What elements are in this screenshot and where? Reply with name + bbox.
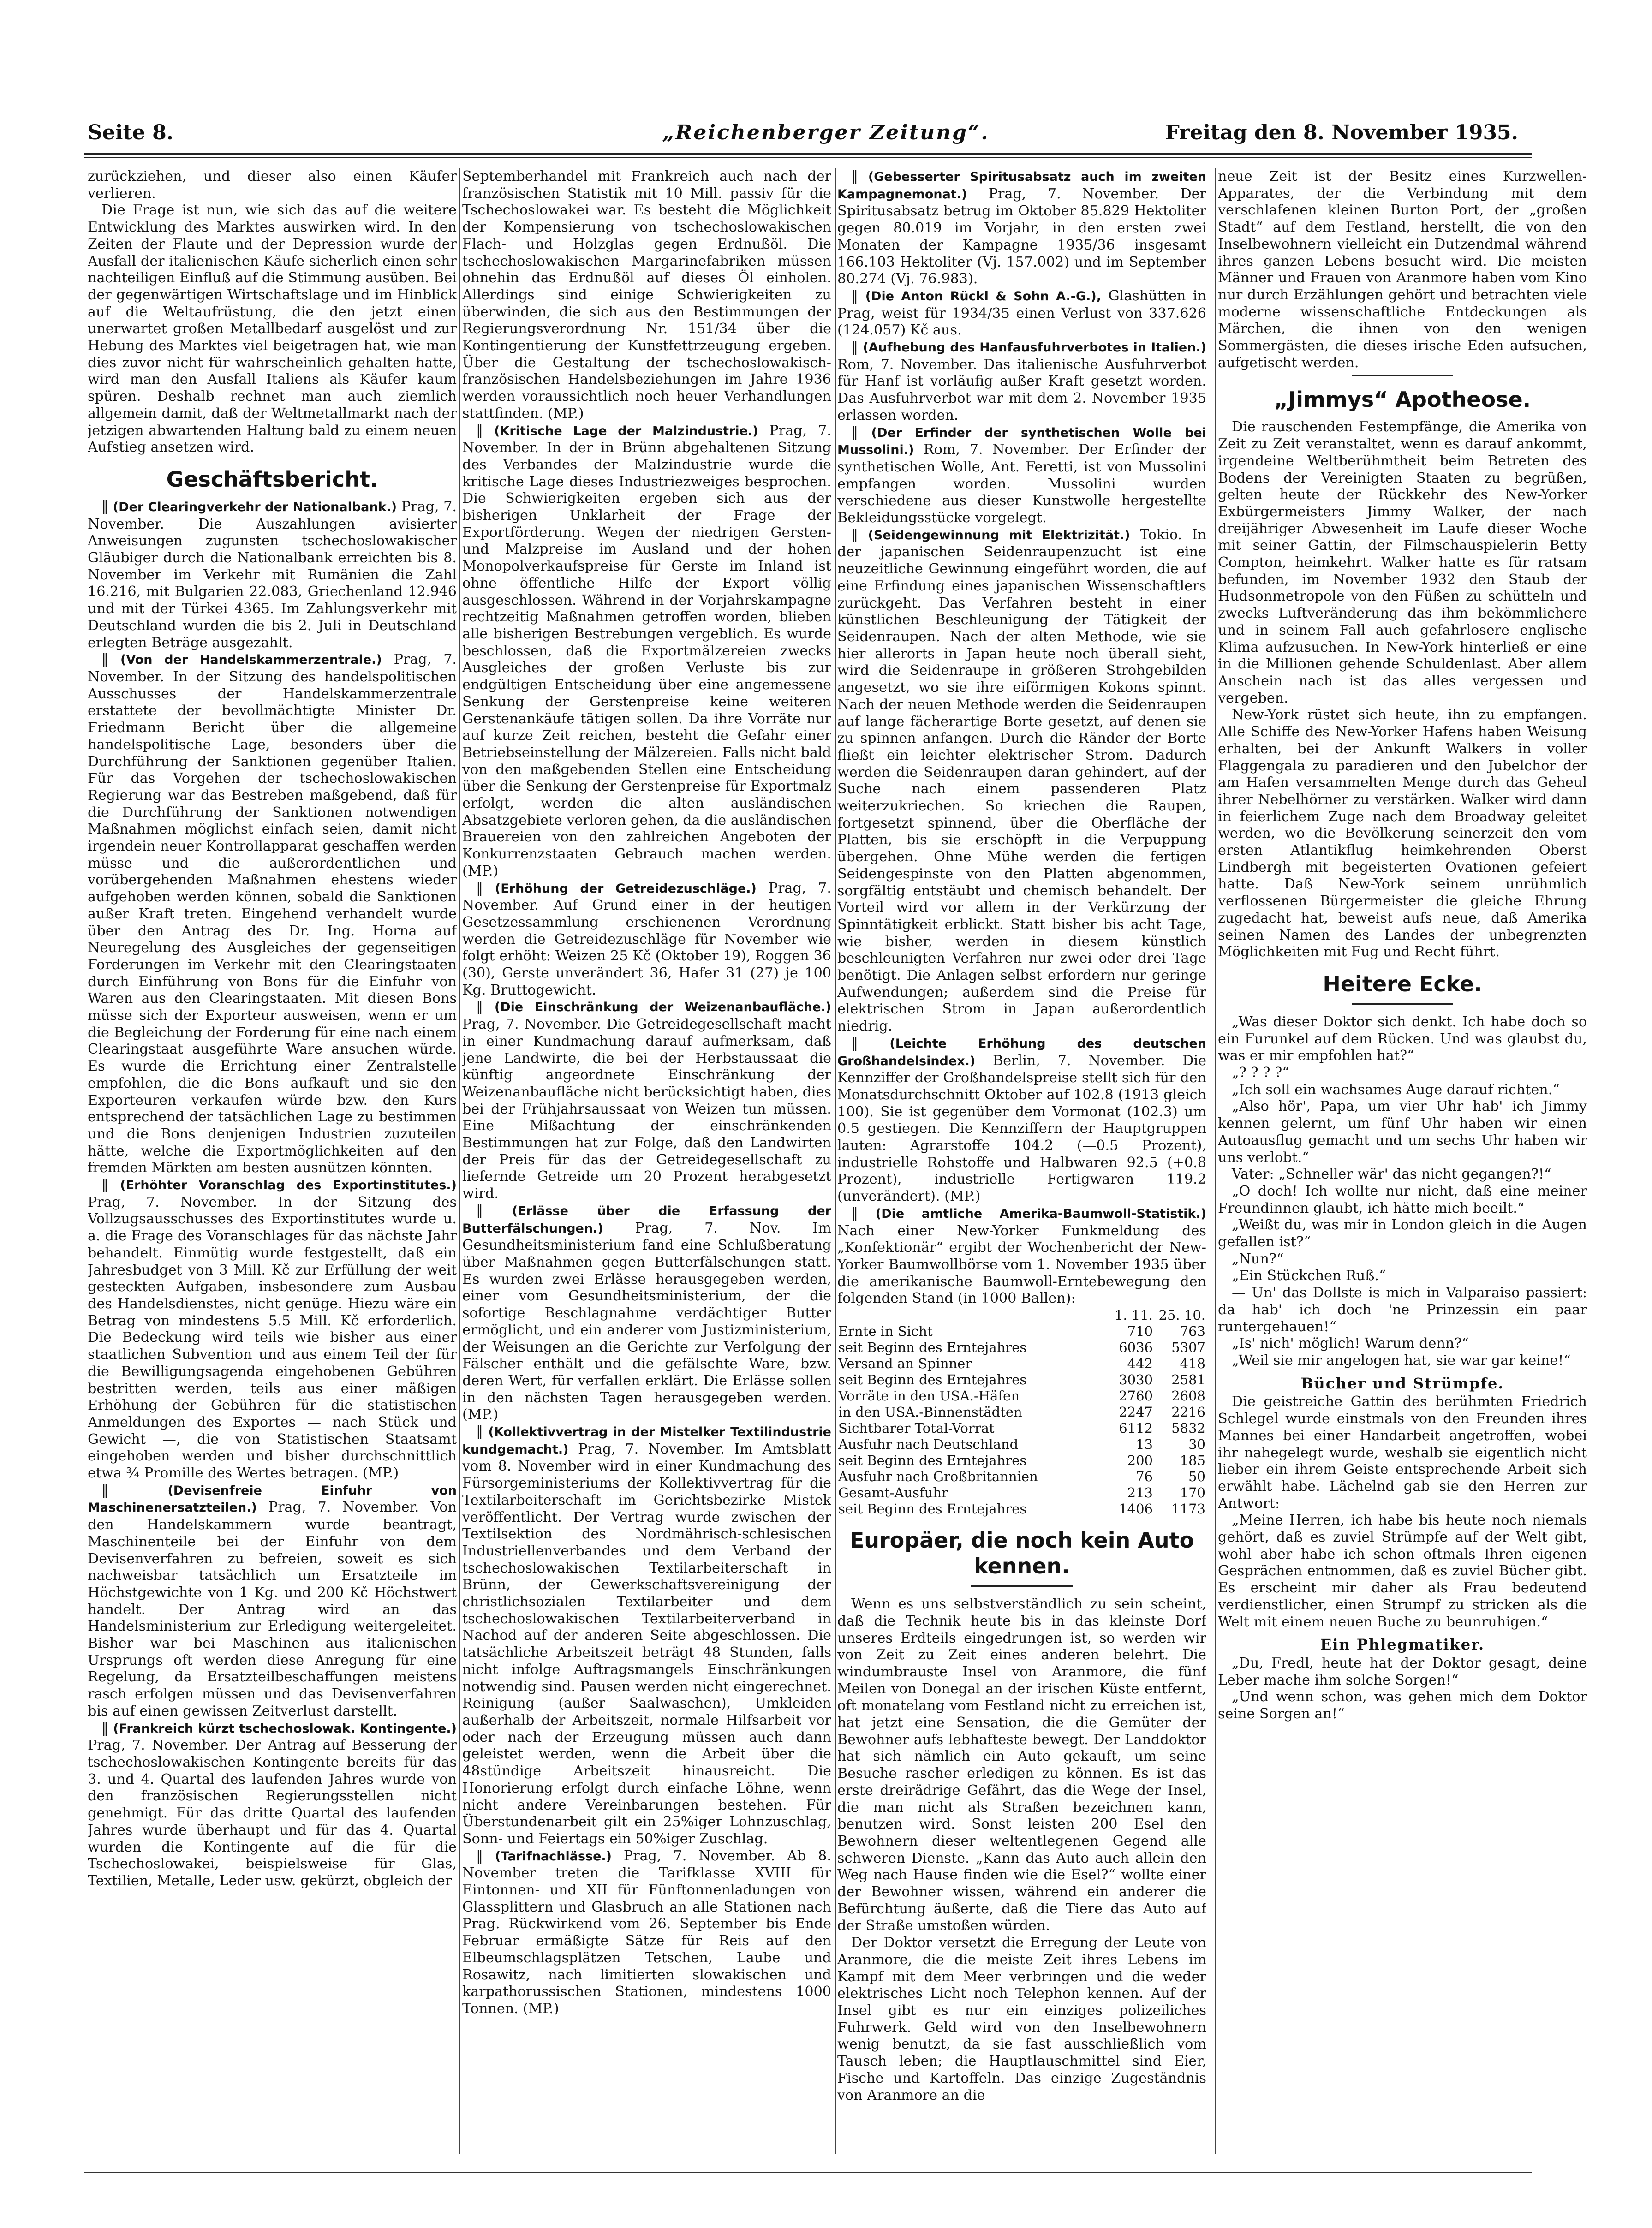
item-text: Prag, 7. November. Die Auszahlungen avisierter Anweisungen zugunsten tschechoslowakischer Gläubiger durch die Nationalbank erreichten bis 8. November im Verkehr mit Rumänien die Zahl 16.216, mit Bulgarien 22.083, Griechenland 12.946 und mit der Türkei 4365. Im Zahlungsverkehr mit Deutschland wurden die bis 2. Juli in Deutschland erlegten Beträge ausgezahlt. <box>88 498 457 651</box>
item-headline: (Devisenfreie Einfuhr von Maschinenersatzteilen.) <box>88 1483 457 1515</box>
paragraph: Die rauschenden Festempfänge, die Amerika von Zeit zu Zeit veranstaltet, wenn es darauf ankommt, irgendeine Weltberühmtheit beim Betreten des Bodens der Vereinigten Staaten zu begrüßen, gelten heute der Rückkehr des New-Yorker Exbürgermeisters Jimmy Walker, der nach dreijähriger Abwesenheit im Laufe dieser Woche mit seiner Gattin, der Filmschauspielerin Betty Compton, heimkehrt. Walker hatte es für ratsam befunden, im November 1932 den Staub der Hudsonmetropole von den Füßen zu schütteln und zwecks Luftveränderung das ihm bekömmlichere und in seinem Fall auch gefahrlosere englische Klima aufzusuchen. In New-York hinterließ er eine in die Millionen gehende Schuldenlast. Aber allem Anschein nach ist das alles vergessen und vergeben. <box>1218 419 1587 706</box>
item-headline: (Von der Handelskammerzentrale.) <box>120 653 382 667</box>
item-text: Prag, 7. November. Auf Grund einer in der heutigen Gesetzessammlung erschienenen Verordnung werden die Getreidezuschläge für November wie folgt erhöht: Weizen 25 Kč (Oktober 19), Roggen 36 (30), Gerste unverändert 36, Hafer 31 (27) je 100 Kg. Bruttogewicht. <box>462 880 831 998</box>
page-number: Seite 8. <box>88 121 174 144</box>
row-value: 5307 <box>1171 1340 1205 1356</box>
table-row <box>837 1388 1206 1404</box>
row-value: 442 <box>1127 1356 1153 1372</box>
row-value: 3030 <box>1119 1372 1153 1388</box>
masthead-title: „Reichenberger Zeitung“. <box>662 121 990 144</box>
issue-date: Freitag den 8. November 1935. <box>1165 121 1518 144</box>
paragraph: New-York rüstet sich heute, ihn zu empfangen. Alle Schiffe des New-Yorker Hafens haben Weisung erhalten, bei der Ankunft Walkers in voller Flaggengala zu paradieren und den Jubelchor der am Hafen versammelten Menge durch das Geheul ihrer Nebelhörner zu verstärken. Walker wird dann in feierlichem Zuge nach dem Broadway geleitet werden, wo die Bevölkerung seinerzeit den vom ersten Atlantikflug heimkehrenden Oberst Lindbergh mit begeisterten Ovationen gefeiert hatte. Daß New-York seinem unrühmlich verflossenen Bürgermeister die gleiche Ehrung zugedacht hat, beweist aufs neue, daß Amerika seinen Namen des Landes der unbegrenzten Möglichkeiten mit Fug und Recht führt. <box>1218 707 1587 960</box>
row-value: 13 <box>1136 1436 1153 1453</box>
column-2 <box>462 168 831 2154</box>
joke-line: Vater: „Schneller wär' das nicht gegangen?!“ <box>1232 1166 1551 1183</box>
row-label: seit Beginn des Erntejahres <box>838 1340 1027 1356</box>
table-body <box>837 1323 1206 1517</box>
paragraph: neue Zeit ist der Besitz eines Kurzwellen-Apparates, der die Verbindung mit dem verschlafenen kleinen Burton Port, der „großen Stadt“ auf dem Festland, herstellt, die von den Inselbewohnern vielleicht ein Dutzendmal während ihres ganzen Lebens besucht wird. Die meisten Männer und Frauen von Aranmore haben vom Kino nur durch Erzählungen gehört und betrachten viele moderne wissenschaftliche Entdeckungen als Märchen, die ihnen von den wenigen Sommergästen, die dieses irische Eden aufsuchen, aufgetischt werden. <box>1218 168 1587 371</box>
table-header-row <box>837 1307 1206 1323</box>
row-value: 50 <box>1188 1469 1205 1485</box>
row-label: Sichtbarer Total-Vorrat <box>838 1420 995 1436</box>
news-item: ‖ (Erhöhter Voranschlag des Exportinstitutes.) Prag, 7. November. In der Sitzung des Vollzugsausschusses des Exportinstitutes wurde u. a. die Frage des Voranschlages für das nächste Jahr behandelt. Einmütig wurde festgestellt, daß ein Jahresbudget von 3 Mill. Kč zur Erfüllung der weit gesteckten Aufgaben, insbesondere zum Ausbau des Handelsdienstes, nicht genüge. Hiezu wäre ein Betrag von mindestens 5.5 Mill. Kč erforderlich. Die Bedeckung wird teils wie bisher aus einer staatlichen Subvention und aus einem Teil der für die Bewilligungsagenda eingehobenen Gebühren bestritten werden, teils aus einer mäßigen Erhöhung der Gebühren für die statistischen Anmeldungen des Exportes — nach Stück und Gewicht —, die von Statistischen Staatsamt eingehoben werden und bisher durchschnittlich etwa ¾ Promille des Wertes betragen. (MP.) <box>88 1177 457 1482</box>
row-value: 763 <box>1180 1323 1205 1340</box>
item-text: Prag, 7. Nov. Im Gesundheitsministerium fand eine Schlußberatung über Maßnahmen gegen Butterfälschungen statt. Es wurden zwei Erlässe herausgegeben werden, einer vom Gesundheitsministerium, der die sofortige Beschlagnahme verdächtiger Butter ermöglicht, und ein anderer vom Justizministerium, der Weisungen an die Gerichte zur Verfolgung der Fälscher enthält und die gefälschte Ware, bzw. deren Wert, für verfallen erklärt. Die Erlässe sollen in den nächsten Tagen herausgegeben werden. (MP.) <box>462 1220 831 1423</box>
item-text: Prag, 7. November. Die Getreidegesellschaft macht in einer Kundmachung darauf aufmerksam, daß jene Landwirte, die bei der Herbstaussaat die künftig angeordnete Einschränkung der Weizenanbaufläche nicht berücksichtigt haben, dies bei der Frühjahrsaussaat von Weizen tun müssen. Eine Mißachtung der einschränkenden Bestimmungen hat zur Folge, daß den Landwirten der Preis für das der Getreidegesellschaft zu liefernde Getreide um 20 Prozent herabgesetzt wird. <box>462 1016 831 1202</box>
item-text: Prag, 7. November. Der Antrag auf Besserung der tschechoslowakischen Kontingente bereits für das 3. und 4. Quartal des laufenden Jahres wurde von den französischen Regierungsstellen nicht genehmigt. Für das dritte Quartal des laufenden Jahres wurde überhaupt und für das 4. Quartal wurden die Kontingente auf die für die Tschechoslowakei, beispielsweise für Glas, Textilien, Metalle, Leder usw. gekürzt, obgleich der <box>88 1737 457 1889</box>
joke-line: „Also hör', Papa, um vier Uhr hab' ich Jimmy kennen gelernt, um fünf Uhr haben wir einen Autoausflug gemacht und um sechs Uhr haben wir uns verlobt.“ <box>1218 1098 1587 1166</box>
row-label: Versand an Spinner <box>838 1356 972 1372</box>
row-value: 30 <box>1188 1436 1205 1453</box>
header-rule <box>84 153 1532 155</box>
joke-line: „Is' nich' möglich! Warum denn?“ <box>1232 1335 1469 1352</box>
row-label: seit Beginn des Erntejahres <box>838 1501 1027 1517</box>
table-row <box>837 1356 1206 1372</box>
item-text: Nach einer New-Yorker Funkmeldung des „Konfektionär“ ergibt der Wochenbericht der New-Yorker Baumwollbörse vom 1. November 1935 über die amerikanische Baumwoll-Erntebewegung den folgenden Stand (in 1000 Ballen): <box>837 1222 1206 1307</box>
item-headline: (Aufhebung des Hanfausfuhrverbotes in Italien.) <box>863 340 1206 355</box>
item-headline: (Erhöhung der Getreidezuschläge.) <box>495 881 757 896</box>
item-text: Prag, 7. November. In der Sitzung des Vollzugsausschusses des Exportinstitutes wurde u. a. die Frage des Voranschlages für das nächste Jahr behandelt. Einmütig wurde festgestellt, daß ein Jahresbudget von 3 Mill. Kč zur Erfüllung der weit gesteckten Aufgaben, insbesondere zum Ausbau des Handelsdienstes, nicht genüge. Hiezu wäre ein Betrag von mindestens 5.5 Mill. Kč erforderlich. Die Bedeckung wird teils wie bisher aus einer staatlichen Subvention und aus einem Teil der für die Bewilligungsagenda eingehobenen Gebühren bestritten werden, teils aus einer mäßigen Erhöhung der Gebühren für die statistischen Anmeldungen des Exportes — nach Stück und Gewicht —, die von Statistischen Staatsamt eingehoben werden und bisher durchschnittlich etwa ¾ Promille des Wertes betragen. (MP.) <box>88 1194 457 1482</box>
joke-line: „Nun?“ <box>1232 1251 1284 1267</box>
item-text: Berlin, 7. November. Die Kennziffer der Großhandelspreise stellt sich für den Monatsdurchschnitt Oktober auf 102.8 (1913 gleich 100). Sie ist gegenüber dem Vormonat (102.3) um 0.5 gestiegen. Die Kennziffern der Hauptgruppen lauten: Agrarstoffe 104.2 (—0.5 Prozent), industrielle Rohstoffe und Halbwaren 92.5 (+0.8 Prozent), industrielle Fertigwaren 119.2 (unverändert). (MP.) <box>837 1052 1206 1205</box>
news-item: ‖ (Aufhebung des Hanfausfuhrverbotes in Italien.) Rom, 7. November. Das italienische Ausfuhrverbot für Hanf ist vorläufig außer Kraft gesetzt worden. Das Ausfuhrverbot war mit dem 2. November 1935 erlassen worden. <box>837 339 1206 423</box>
item-headline: (Frankreich kürzt tschechoslowak. Kontingente.) <box>113 1721 457 1736</box>
column-divider <box>459 168 460 2154</box>
item-text: Tokio. In der japanischen Seidenraupenzucht ist eine neuzeitliche Gewinnung eingeführt worden, die auf eine Erfindung eines japanischen Wissenschaftlers zurückgeht. Das Verfahren besteht in einer künstlichen Beschleunigung der Tätigkeit der Seidenraupen. Nach der alten Methode, wie sie hier allerorts in Japan heute noch überall sieht, wird die Seidenraupe in größeren Strohgebilden angesetzt, wo sie ihre eiförmigen Kokons spinnt. Nach der neuen Methode werden die Seidenraupen auf lange fächerartige Borte gesetzt, auf denen sie zu spinnen anfangen. Durch die Ränder der Borte fließt ein leichter elektrischer Strom. Dadurch werden die Seidenraupen daran gehindert, auf der Suche nach einem passenderen Platz weiterzukriechen. So kriechen die Raupen, fortgesetzt spinnend, über die Oberfläche der Platten, bis sie erschöpft in die Verpuppung übergehen. Ohne Mühe werden die fertigen Seidengespinste von den Platten abgenommen, sorgfältig entstäubt und chemisch behandelt. Der Vorteil wird vor allem in der Verkürzung der Spinntätigkeit erblickt. Statt bisher bis acht Tage, wie bisher, werden in diesem künstlich beschleunigten Verfahren nur zwei oder drei Tage benötigt. Die Anlagen selbst erfordern nur geringe Aufwendungen; außerdem sind die Preise für elektrischen Strom in Japan außerordentlich niedrig. <box>837 526 1206 1035</box>
table-row <box>837 1420 1206 1436</box>
item-headline: (Die Anton Rückl & Sohn A.-G.), <box>865 289 1101 304</box>
item-text: Prag, 7. November. Von den Handelskammern wurde beantragt, Maschinenteile bei der Einfuhr von dem Devisenverfahren zu befreien, soweit es sich nachweisbar tatsächlich um Ersatzteile im Höchstgewichte von 1 Kg. und 200 Kč Höchstwert handelt. Der Antrag wird an das Handelsministerium zur Erledigung weitergeleitet. Bisher war bei Maschinen aus italienischen Ursprungs oft werden diese Anregung für eine Regelung, da Ersatzteilbeschaffungen meistens rasch erfolgen müssen und das Devisenverfahren bis auf einen gewissen Zeitverlust darstellt. <box>88 1499 457 1719</box>
news-item: ‖ (Kritische Lage der Malzindustrie.) Prag, 7. November. In der in Brünn abgehaltenen Sitzung des Verbandes der Malzindustrie wurde die kritische Lage dieses Industriezweiges besprochen. Die Schwierigkeiten ergeben sich aus der bisherigen Unklarheit der Frage der Exportförderung. Wegen der niedrigen Gersten- und Malzpreise im Ausland und der hohen Monopolverkaufspreise für Gerste im Inland ist ohne öffentliche Hilfe der Export völlig ausgeschlossen. Während in der Vorjahrskampagne rechtzeitig Maßnahmen getroffen worden, blieben alle bisherigen Bestrebungen vergeblich. Es wurde beschlossen, daß die Exportmälzereien zwecks Ausgleiches der großen Verluste bis zur endgültigen Entscheidung über eine angemessene Senkung der Gerstenpreise keine weiteren Gerstenankäufe tätigen sollen. Da ihre Vorräte nur auf kurze Zeit reichen, besteht die Gefahr einer Betriebseinstellung der Mälzereien. Falls nicht bald von den maßgebenden Stellen eine Entscheidung über die Senkung der Gerstenpreise für Exportmalz erfolgt, werden die alten ausländischen Absatzgebiete verloren gehen, da die ausländischen Brauereien von den zahlreichen Angeboten der Konkurrenzstaaten Gebrauch machen werden. (MP.) <box>462 422 831 879</box>
item-text: Rom, 7. November. Der Erfinder der synthetischen Wolle, Ant. Feretti, ist von Mussolini empfangen worden. Mussolini wurden verschiedene aus dieser Kunstwolle hergestellte Bekleidungsstücke vorgelegt. <box>837 441 1206 526</box>
paragraph: Die Frage ist nun, wie sich das auf die weitere Entwicklung des Marktes auswirken wird. In den Zeiten der Flaute und der Depression wurde der Ausfall der italienischen Käufe sicherlich einen sehr nachteiligen Einfluß auf die Stimmung ausüben. Bei der gegenwärtigen Wirtschaftslage und im Hinblick auf die Weltaufrüstung, die den jetzt einen unerwartet großen Metallbedarf ausgelöst und zur Hebung des Marktes viel beigetragen hat, wie man dies zuvor nicht für wahrscheinlich gehalten hatte, wird man den Ausfall Italiens als Käufer kaum spüren. Deshalb rechnet man auch ziemlich allgemein damit, daß der Weltmetallmarkt nach der jetzigen abwartenden Haltung bald zu einem neuen Aufstieg ansetzen wird. <box>88 202 457 456</box>
section-heading: Heitere Ecke. <box>1323 971 1482 996</box>
news-item: ‖ (Erhöhung der Getreidezuschläge.) Prag, 7. November. Auf Grund einer in der heutigen Gesetzessammlung erschienenen Verordnung werden die Getreidezuschläge für November wie folgt erhöht: Weizen 25 Kč (Oktober 19), Roggen 36 (30), Gerste unverändert 36, Hafer 31 (27) je 100 Kg. Bruttogewicht. <box>462 880 831 998</box>
news-item: ‖ (Der Clearingverkehr der Nationalbank.) Prag, 7. November. Die Auszahlungen avisierter Anweisungen zugunsten tschechoslowakischer Gläubiger durch die Nationalbank erreichten bis 8. November im Verkehr mit Rumänien die Zahl 16.216, mit Bulgarien 22.083, Griechenland 12.946 und mit der Türkei 4365. Im Zahlungsverkehr mit Deutschland wurden die bis 2. Juli in Deutschland erlegten Beträge ausgezahlt. <box>88 498 457 651</box>
row-value: 2247 <box>1119 1404 1153 1420</box>
joke-line: Die geistreiche Gattin des berühmten Friedrich Schlegel wurde einstmals von den Freunden ihres Mannes bei einer Handarbeit angetroffen, wobei ihr nahegelegt wurde, weshalb sie eigentlich nicht lieber ein ihrem Geiste entsprechende Arbeit sich erwählt habe. Lächelnd gab sie den Herren zur Antwort: <box>1218 1394 1587 1512</box>
row-label: Ernte in Sicht <box>838 1323 933 1340</box>
article-heading: Europäer, die noch kein Auto kennen. <box>849 1528 1194 1579</box>
joke-line: „Ein Stückchen Ruß.“ <box>1232 1268 1386 1284</box>
heading-rule <box>1352 375 1453 376</box>
heading-rule <box>1352 1003 1453 1005</box>
joke-line: „Ich soll ein wachsames Auge darauf richten.“ <box>1232 1081 1560 1098</box>
paragraph: Septemberhandel mit Frankreich auch nach der französischen Statistik mit 10 Mill. passiv für die Tschechoslowakei war. Es besteht die Möglichkeit der Kompensierung von tschechoslowakischen Flach- und Holzglas gegen Erdnußöl. Die tschechoslowakischen Margarinefabriken müssen ohnehin das Erdnußöl auf dieses Öl einholen. Allerdings sind einige Schwierigkeiten zu überwinden, die sich aus den Bestimmungen der Regierungsverordnung Nr. 151/34 über die Kontingentierung der Kunstfettrzeugung ergeben. Über die Gestaltung der tschechoslowakisch-französischen Handelsbeziehungen im Jahre 1936 werden voraussichtlich noch heuer Verhandlungen stattfinden. (MP.) <box>462 168 831 422</box>
row-value: 6036 <box>1119 1340 1153 1356</box>
news-item: ‖ (Gebesserter Spiritusabsatz auch im zweiten Kampagnemonat.) Prag, 7. November. Der Spiritusabsatz betrug im Oktober 85.829 Hektoliter gegen 80.019 im Vorjahr, in den ersten zwei Monaten der Kampagne 1935/36 insgesamt 166.103 Hektoliter (Vj. 157.002) und im September 80.274 (Vj. 76.983). <box>837 168 1206 287</box>
joke-subheading: Bücher und Strümpfe. <box>1300 1374 1504 1392</box>
table-row <box>837 1453 1206 1469</box>
item-headline: (Erlässe über die Erfassung der Butterfälschungen.) <box>462 1203 831 1236</box>
item-headline: (Der Clearingverkehr der Nationalbank.) <box>113 500 397 514</box>
joke-line: „Und wenn schon, was gehen mich dem Doktor seine Sorgen an!“ <box>1218 1689 1587 1722</box>
item-text: Rom, 7. November. Das italienische Ausfuhrverbot für Hanf ist vorläufig außer Kraft gesetzt worden. Das Ausfuhrverbot war mit dem 2. November 1935 erlassen worden. <box>837 356 1206 423</box>
row-value: 170 <box>1180 1485 1205 1501</box>
row-label: Vorräte in den USA.-Häfen <box>838 1388 1020 1404</box>
news-item: ‖ (Die amtliche Amerika-Baumwoll-Statistik.) Nach einer New-Yorker Funkmeldung des „Konfektionär“ ergibt der Wochenbericht der New-Yorker Baumwollbörse vom 1. November 1935 über die amerikanische Baumwoll-Erntebewegung den folgenden Stand (in 1000 Ballen): <box>837 1205 1206 1307</box>
item-text: Prag, 7. November. Im Amtsblatt vom 8. November wird in einer Kundmachung des Fürsorgeministeriums der Kollektivvertrag für die Textilarbeiterschaft im Gerichtsbezirke Mistek veröffentlicht. Der Vertrag wurde zwischen der Textilsektion des Nordmährisch-schlesischen Industriellenverbandes und dem Verband der tschechoslowakischen Textilarbeiterschaft in Brünn, der Gewerkschaftsvereinigung der christlichsozialen Textilarbeiter und dem tschechoslowakischen Textilarbeiterverband in Nachod auf der anderen Seite abgeschlossen. Die tatsächliche Arbeitszeit beträgt 48 Stunden, falls nicht infolge Auftragsmangels Einschränkungen notwendig sind. Pausen werden nicht eingerechnet. Reinigung (außer Saalwaschen), Umkleiden außerhalb der Arbeitszeit, normale Hilfsarbeit vor oder nach der Erzeugung müssen auch dann geleistet werden, wenn die Arbeit über die 48stündige Arbeitszeit hinausreicht. Die Honorierung erfolgt durch einfache Löhne, wenn nicht andere Vereinbarungen bestehen. Für Überstundenarbeit gilt ein 25%iger Lohnzuschlag, Sonn- und Feiertags ein 50%iger Zuschlag. <box>462 1441 831 1847</box>
joke-line: „Weißt du, was mir in London gleich in die Augen gefallen ist?“ <box>1218 1217 1587 1251</box>
joke-line: „Du, Fredl, heute hat der Doktor gesagt, deine Leber mache ihm solche Sorgen!“ <box>1218 1655 1587 1688</box>
column-4 <box>1218 168 1587 2154</box>
news-item: ‖ (Die Anton Rückl & Sohn A.-G.), Glashütten in Prag, weist für 1934/35 einen Verlust von 337.626 (124.057) Kč aus. <box>837 287 1206 339</box>
column-header: 1. 11. <box>1114 1307 1153 1323</box>
table-row <box>837 1404 1206 1420</box>
table-row <box>837 1501 1206 1517</box>
table-row <box>837 1372 1206 1388</box>
row-value: 2216 <box>1171 1404 1205 1420</box>
row-label: Ausfuhr nach Großbritannien <box>838 1469 1038 1485</box>
column-1 <box>88 168 457 2154</box>
news-item: ‖ (Seidengewinnung mit Elektrizität.) Tokio. In der japanischen Seidenraupenzucht ist eine neuzeitliche Gewinnung eingeführt worden, die auf eine Erfindung eines japanischen Wissenschaftlers zurückgeht. Das Verfahren besteht in einer künstlichen Beschleunigung der Tätigkeit der Seidenraupen. Nach der alten Methode, wie sie hier allerorts in Japan heute noch überall sieht, wird die Seidenraupe in größeren Strohgebilden angesetzt, wo sie ihre eiförmigen Kokons spinnt. Nach der neuen Methode werden die Seidenraupen auf lange fächerartige Borte gesetzt, auf denen sie zu spinnen anfangen. Durch die Ränder der Borte fließt ein leichter elektrischer Strom. Dadurch werden die Seidenraupen daran gehindert, auf der Suche nach einem passenderen Platz weiterzukriechen. So kriechen die Raupen, fortgesetzt spinnend, über die Oberfläche der Platten, bis sie erschöpft in die Verpuppung übergehen. Ohne Mühe werden die fertigen Seidengespinste von den Platten abgenommen, sorgfältig entstäubt und chemisch behandelt. Der Vorteil wird vor allem in der Verkürzung der Spinntätigkeit erblickt. Statt bisher bis acht Tage, wie bisher, werden in diesem künstlich beschleunigten Verfahren nur zwei oder drei Tage benötigt. Die Anlagen selbst erfordern nur geringe Aufwendungen; außerdem sind die Preise für elektrischen Strom in Japan außerordentlich niedrig. <box>837 526 1206 1035</box>
row-value: 200 <box>1127 1453 1153 1469</box>
item-headline: (Die amtliche Amerika-Baumwoll-Statistik.) <box>875 1206 1206 1221</box>
item-headline: (Erhöhter Voranschlag des Exportinstitutes.) <box>120 1178 457 1193</box>
joke-line: „O doch! Ich wollte nur nicht, daß eine meiner Freundinnen glaubt, ich hätte mich beeilt.“ <box>1218 1183 1587 1216</box>
column-header: 25. 10. <box>1158 1307 1205 1323</box>
news-item: ‖ (Der Erfinder der synthetischen Wolle bei Mussolini.) Rom, 7. November. Der Erfinder der synthetischen Wolle, Ant. Feretti, ist von Mussolini empfangen worden. Mussolini wurden verschiedene aus dieser Kunstwolle hergestellte Bekleidungsstücke vorgelegt. <box>837 424 1206 526</box>
news-item: ‖ (Devisenfreie Einfuhr von Maschinenersatzteilen.) Prag, 7. November. Von den Handelskammern wurde beantragt, Maschinenteile bei der Einfuhr von dem Devisenverfahren zu befreien, soweit es sich nachweisbar tatsächlich um Ersatzteile im Höchstgewichte von 1 Kg. und 200 Kč Höchstwert handelt. Der Antrag wird an das Handelsministerium zur Erledigung weitergeleitet. Bisher war bei Maschinen aus italienischen Ursprungs oft werden diese Anregung für eine Regelung, da Ersatzteilbeschaffungen meistens rasch erfolgen müssen und das Devisenverfahren bis auf einen gewissen Zeitverlust darstellt. <box>88 1482 457 1719</box>
row-value: 2760 <box>1119 1388 1153 1404</box>
paragraph: Der Doktor versetzt die Erregung der Leute von Aranmore, die die meiste Zeit ihres Lebens im Kampf mit dem Meer verbringen und die weder elektrisches Licht noch Telephon kennen. Auf der Insel gibt es nur ein einziges polizeiliches Fuhrwerk. Geld wird von den Inselbewohnern wenig benutzt, da sie fast ausschließlich vom Tausch leben; die Hauptlauschmittel sind Eier, Fische und Kartoffeln. Das einzige Zugeständnis von Aranmore an die <box>837 1935 1206 2103</box>
row-value: 185 <box>1180 1453 1205 1469</box>
item-headline: (Tarifnachlässe.) <box>495 1849 612 1864</box>
row-label: Ausfuhr nach Deutschland <box>838 1436 1019 1453</box>
header-rule-thin <box>84 157 1532 158</box>
news-item: ‖ (Von der Handelskammerzentrale.) Prag, 7. November. In der Sitzung des handelspolitischen Ausschusses der Handelskammerzentrale erstattete der bevollmächtigte Minister Dr. Friedmann Bericht über die allgemeine handelspolitische Lage, besonders über die Durchführung der Sanktionen gegenüber Italien. Für das Vorgehen der tschechoslowakischen Regierung war das Bestreben maßgebend, daß für die Durchführung der Sanktionen notwendigen Maßnahmen möglichst einfach seien, damit nicht irgendein neuer Kontrollapparat geschaffen werden müsse und die außerordentlichen und vorübergehenden Maßnahmen ehestens wieder aufgehoben werden können, sobald die Sanktionen außer Kraft treten. Eingehend verhandelt wurde über den Antrag des Dr. Ing. Horna auf Neuregelung des Ausgleiches der gegenseitigen Forderungen im Verkehr mit den Clearingstaaten durch Einführung von Bons für die Einfuhr von Waren aus den Clearingstaaten. Mit diesen Bons müsse sich der Exporteur ausweisen, wenn er um die Begleichung der Forderung für eine nach einem Clearingstaat ausgeführte Ware ansuchen würde. Es wurde die Errichtung einer Zentralstelle empfohlen, die die Bons aufkauft und sie den Exporteuren verkaufen würde bzw. den Kurs entsprechend der tatsächlichen Lage zu bestimmen und die Bons denjenigen Industrien zuzuteilen hätte, welche die Exportmöglichkeiten auf den fremden Märkten am besten ausnützen könnten. <box>88 651 457 1176</box>
table-row <box>837 1469 1206 1485</box>
item-headline: (Kollektivvertrag in der Mistelker Textilindustrie kundgemacht.) <box>462 1425 831 1457</box>
news-item: ‖ (Tarifnachlässe.) Prag, 7. November. Ab 8. November treten die Tarifklasse XVIII für Eintonnen- und XII für Fünftonnenladungen von Glassplittern und Glasbruch an alle Stationen nach Prag. Rückwirkend vom 26. September bis Ende Februar ermäßigte Sätze für Reis auf den Elbeumschlagsplätzen Tetschen, Laube und Rosawitz, nach limitierten slowakischen und karpathorussischen Stationen, mindestens 1000 Tonnen. (MP.) <box>462 1847 831 2017</box>
table-row <box>837 1485 1206 1501</box>
row-label: Gesamt-Ausfuhr <box>838 1485 948 1501</box>
paragraph: Wenn es uns selbstverständlich zu sein scheint, daß die Technik heute bis in das kleinste Dorf unseres Erdteils eingedrungen ist, so werden wir von Zeit zu Zeit eines anderen belehrt. Die windumbrauste Insel von Aranmore, die fünf Meilen von Donegal an der irischen Küste entfernt, oft monatelang vom Festland nicht zu erreichen ist, hat jetzt eine Sensation, die die Gemüter der Bewohner aufs lebhafteste bewegt. Der Landdoktor hat sich nämlich ein Auto gekauft, um seine Besuche rascher erledigen zu können. Es ist das erste dreirädrige Gefährt, das die Wege der Insel, die man nicht als Straßen bezeichnen kann, benutzen wird. Sonst leisten 200 Esel den Bewohnern dieser weltentlegenen Gegend alle schweren Dienste. „Kann das Auto auch allein den Weg nach Hause finden wie die Esel?“ wollte einer der Bewohner wissen, während ein anderer die Befürchtung äußerte, daß die Tiere das Auto auf der Straße umstoßen würden. <box>837 1596 1206 1934</box>
footer-rule <box>84 2172 1532 2173</box>
row-label: seit Beginn des Erntejahres <box>838 1453 1027 1469</box>
item-headline: (Gebesserter Spiritusabsatz auch im zweiten Kampagnemonat.) <box>837 170 1206 202</box>
news-item: ‖ (Kollektivvertrag in der Mistelker Textilindustrie kundgemacht.) Prag, 7. November. Im Amtsblatt vom 8. November wird in einer Kundmachung des Fürsorgeministeriums der Kollektivvertrag für die Textilarbeiterschaft im Gerichtsbezirke Mistek veröffentlicht. Der Vertrag wurde zwischen der Textilsektion des Nordmährisch-schlesischen Industriellenverbandes und dem Verband der tschechoslowakischen Textilarbeiterschaft in Brünn, der Gewerkschaftsvereinigung der christlichsozialen Textilarbeiter und dem tschechoslowakischen Textilarbeiterverband in Nachod auf der anderen Seite abgeschlossen. Die tatsächliche Arbeitszeit beträgt 48 Stunden, falls nicht infolge Auftragsmangels Einschränkungen notwendig sind. Pausen werden nicht eingerechnet. Reinigung (außer Saalwaschen), Umkleiden außerhalb der Arbeitszeit, normale Hilfsarbeit vor oder nach der Erzeugung müssen auch dann geleistet werden, wenn die Arbeit über die 48stündige Arbeitszeit hinausreicht. Die Honorierung erfolgt durch einfache Löhne, wenn nicht andere Vereinbarungen bestehen. Für Überstundenarbeit gilt ein 25%iger Lohnzuschlag, Sonn- und Feiertags ein 50%iger Zuschlag. <box>462 1424 831 1847</box>
item-text: Prag, 7. November. Der Spiritusabsatz betrug im Oktober 85.829 Hektoliter gegen 80.019 im Vorjahr, in den ersten zwei Monaten der Kampagne 1935/36 insgesamt 166.103 Hektoliter (Vj. 157.002) und im September 80.274 (Vj. 76.983). <box>837 185 1206 287</box>
column-divider <box>835 168 836 2154</box>
joke-line: „Meine Herren, ich habe bis heute noch niemals gehört, daß es zuviel Strümpfe auf der Welt gibt, wohl aber habe ich schon oftmals Ihren eigenen Gesprächen entnommen, daß es zuviel Bücher gibt. Es erscheint mir daher als Frau bedeutend verdienstlicher, einen Strumpf zu stricken als die Welt mit einem neuen Buche zu beunruhigen.“ <box>1218 1512 1587 1630</box>
row-value: 76 <box>1136 1469 1153 1485</box>
news-item: ‖ (Frankreich kürzt tschechoslowak. Kontingente.) Prag, 7. November. Der Antrag auf Besserung der tschechoslowakischen Kontingente bereits für das 3. und 4. Quartal des laufenden Jahres wurde von den französischen Regierungsstellen nicht genehmigt. Für das dritte Quartal des laufenden Jahres wurde überhaupt und für das 4. Quartal wurden die Kontingente auf die für die Tschechoslowakei, beispielsweise für Glas, Textilien, Metalle, Leder usw. gekürzt, obgleich der <box>88 1720 457 1889</box>
column-3 <box>837 168 1206 2154</box>
section-heading: Geschäftsbericht. <box>166 466 378 492</box>
item-text: Prag, 7. November. In der Sitzung des handelspolitischen Ausschusses der Handelskammerzentrale erstattete der bevollmächtigte Minister Dr. Friedmann Bericht über die allgemeine handelspolitische Lage, besonders über die Durchführung der Sanktionen gegenüber Italien. Für das Vorgehen der tschechoslowakischen Regierung war das Bestreben maßgebend, daß für die Durchführung der Sanktionen notwendigen Maßnahmen möglichst einfach seien, damit nicht irgendein neuer Kontrollapparat geschaffen werden müsse und die außerordentlichen und vorübergehenden Maßnahmen ehestens wieder aufgehoben werden können, sobald die Sanktionen außer Kraft treten. Eingehend verhandelt wurde über den Antrag des Dr. Ing. Horna auf Neuregelung des Ausgleiches der gegenseitigen Forderungen im Verkehr mit den Clearingstaaten durch Einführung von Bons für die Einfuhr von Waren aus den Clearingstaaten. Mit diesen Bons müsse sich der Exporteur ausweisen, wenn er um die Begleichung der Forderung für eine nach einem Clearingstaat ausgeführte Ware ansuchen würde. Es wurde die Errichtung einer Zentralstelle empfohlen, die die Bons aufkauft und sie den Exporteuren verkaufen würde bzw. den Kurs entsprechend der tatsächlichen Lage zu bestimmen und die Bons denjenigen Industrien zuzuteilen hätte, welche die Exportmöglichkeiten auf den fremden Märkten am besten ausnützen könnten. <box>88 651 457 1176</box>
news-item: ‖ (Erlässe über die Erfassung der Butterfälschungen.) Prag, 7. Nov. Im Gesundheitsministerium fand eine Schlußberatung über Maßnahmen gegen Butterfälschungen statt. Es wurden zwei Erlässe herausgegeben werden, einer vom Gesundheitsministerium, der die sofortige Beschlagnahme verdächtiger Butter ermöglicht, und ein anderer vom Justizministerium, der Weisungen an die Gerichte zur Verfolgung der Fälscher enthält und die gefälschte Ware, bzw. deren Wert, für verfallen erklärt. Die Erlässe sollen in den nächsten Tagen herausgegeben werden. (MP.) <box>462 1202 831 1423</box>
row-value: 1173 <box>1171 1501 1205 1517</box>
joke-line: „? ? ? ?“ <box>1232 1065 1289 1081</box>
row-value: 1406 <box>1119 1501 1153 1517</box>
article-heading: „Jimmys“ Apotheose. <box>1274 387 1531 412</box>
row-value: 5832 <box>1171 1420 1205 1436</box>
row-value: 2581 <box>1171 1372 1205 1388</box>
row-value: 710 <box>1127 1323 1153 1340</box>
row-label: in den USA.-Binnenstädten <box>838 1404 1022 1420</box>
joke-line: „Weil sie mir angelogen hat, sie war gar keine!“ <box>1232 1352 1571 1369</box>
joke-subheading: Ein Phlegmatiker. <box>1320 1636 1485 1654</box>
row-label: seit Beginn des Erntejahres <box>838 1372 1027 1388</box>
item-headline: (Leichte Erhöhung des deutschen Großhandelsindex.) <box>837 1036 1206 1068</box>
joke-line: — Un' das Dollste is mich in Valparaiso passiert: da hab' ich doch 'ne Prinzessin ein paar runtergehauen!“ <box>1218 1285 1587 1335</box>
item-headline: (Kritische Lage der Malzindustrie.) <box>494 423 758 438</box>
row-value: 213 <box>1127 1485 1153 1501</box>
table-row <box>837 1340 1206 1356</box>
item-text: Glashütten in Prag, weist für 1934/35 einen Verlust von 337.626 (124.057) Kč aus. <box>837 287 1206 339</box>
item-text: Prag, 7. November. Ab 8. November treten die Tarifklasse XVIII für Eintonnen- und XII für Fünftonnenladungen von Glassplittern und Glasbruch an alle Stationen nach Prag. Rückwirkend vom 26. September bis Ende Februar ermäßigte Sätze für Reis auf den Elbeumschlagsplätzen Tetschen, Laube und Rosawitz, nach limitierten slowakischen und karpathorussischen Stationen, mindestens 1000 Tonnen. (MP.) <box>462 1847 831 2017</box>
table-row <box>837 1436 1206 1453</box>
item-headline: (Seidengewinnung mit Elektrizität.) <box>868 528 1130 542</box>
heading-rule <box>971 1585 1073 1587</box>
row-value: 6112 <box>1119 1420 1153 1436</box>
news-item: ‖ (Die Einschränkung der Weizenanbaufläche.) Prag, 7. November. Die Getreidegesellschaft macht in einer Kundmachung darauf aufmerksam, daß jene Landwirte, die bei der Herbstaussaat die künftig angeordnete Einschränkung der Weizenanbaufläche nicht berücksichtigt haben, dies bei der Frühjahrsaussaat von Weizen tun müssen. Eine Mißachtung der einschränkenden Bestimmungen hat zur Folge, daß den Landwirten der Preis für das der Getreidegesellschaft zu liefernde Getreide um 20 Prozent herabgesetzt wird. <box>462 999 831 1202</box>
column-divider <box>1215 168 1216 2154</box>
row-value: 418 <box>1180 1356 1205 1372</box>
news-item: ‖ (Leichte Erhöhung des deutschen Großhandelsindex.) Berlin, 7. November. Die Kennziffer der Großhandelspreise stellt sich für den Monatsdurchschnitt Oktober auf 102.8 (1913 gleich 100). Sie ist gegenüber dem Vormonat (102.3) um 0.5 gestiegen. Die Kennziffern der Hauptgruppen lauten: Agrarstoffe 104.2 (—0.5 Prozent), industrielle Rohstoffe und Halbwaren 92.5 (+0.8 Prozent), industrielle Fertigwaren 119.2 (unverändert). (MP.) <box>837 1035 1206 1205</box>
joke-line: „Was dieser Doktor sich denkt. Ich habe doch so ein Furunkel auf dem Rücken. Und was glaubst du, was er mir empfohlen hat?“ <box>1218 1013 1587 1064</box>
table-row <box>837 1323 1206 1340</box>
paragraph: zurückziehen, und dieser also einen Käufer verlieren. <box>88 168 457 202</box>
item-headline: (Der Erfinder der synthetischen Wolle bei Mussolini.) <box>837 425 1206 458</box>
row-value: 2608 <box>1171 1388 1205 1404</box>
item-headline: (Die Einschränkung der Weizenanbaufläche.) <box>494 1000 831 1015</box>
item-text: Prag, 7. November. In der in Brünn abgehaltenen Sitzung des Verbandes der Malzindustrie wurde die kritische Lage dieses Industriezweiges besprochen. Die Schwierigkeiten ergeben sich aus der bisherigen Unklarheit der Frage der Exportförderung. Wegen der niedrigen Gersten- und Malzpreise im Ausland und der hohen Monopolverkaufspreise für Gerste im Inland ist ohne öffentliche Hilfe der Export völlig ausgeschlossen. Während in der Vorjahrskampagne rechtzeitig Maßnahmen getroffen worden, blieben alle bisherigen Bestrebungen vergeblich. Es wurde beschlossen, daß die Exportmälzereien zwecks Ausgleiches der großen Verluste bis zur endgültigen Entscheidung über eine angemessene Senkung der Gerstenpreise keine weiteren Gerstenankäufe tätigen sollen. Da ihre Vorräte nur auf kurze Zeit reichen, besteht die Gefahr einer Betriebseinstellung der Mälzereien. Falls nicht bald von den maßgebenden Stellen eine Entscheidung über die Senkung der Gerstenpreise für Exportmalz erfolgt, werden die alten ausländischen Absatzgebiete verloren gehen, da die ausländischen Brauereien von den zahlreichen Angeboten der Konkurrenzstaaten Gebrauch machen werden. (MP.) <box>462 422 831 879</box>
cotton-statistics-table <box>837 1307 1206 1517</box>
